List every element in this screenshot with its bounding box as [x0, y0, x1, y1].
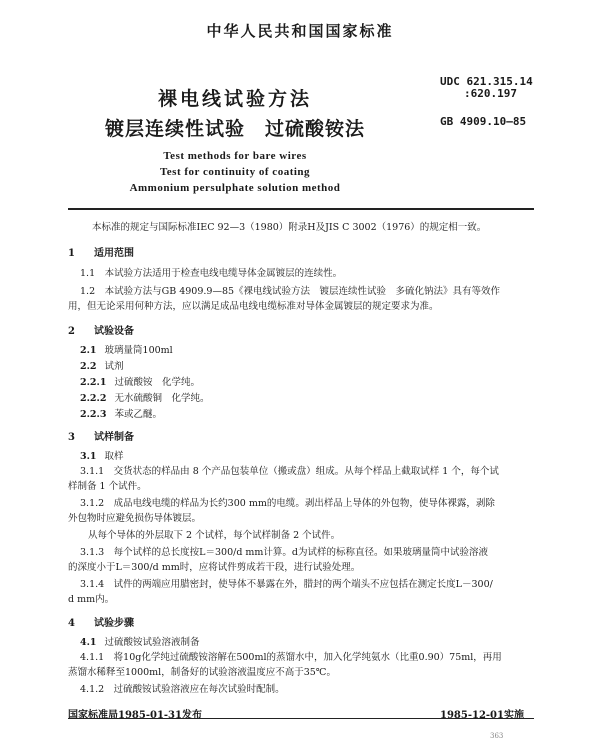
clause-3-1-2-line-2: 外包物时应避免损伤导体镀层。	[68, 513, 202, 524]
clause-number: 3.1	[80, 451, 97, 462]
section-4-heading	[68, 614, 134, 629]
section-number: 3	[68, 432, 75, 443]
issuing-authority: 中华人民共和国国家标准	[206, 22, 394, 40]
clause-3-1-4-line-1: 3.1.4 试件的两端应用腊密封，使导体不暴露在外，腊封的两个端头不应包括在测定长度L－300/	[80, 579, 493, 590]
clause-2-2-2	[80, 390, 209, 404]
section-title: 试验设备	[94, 326, 134, 337]
clause-3-1	[80, 448, 124, 462]
section-title: 试样制备	[94, 432, 134, 443]
intro-paragraph: 本标准的规定与国际标准IEC 92—3（1980）附录H及JIS C 3002（1976）的规定相一致。	[92, 222, 487, 233]
page-number: 363	[490, 732, 504, 740]
section-3-heading	[68, 428, 134, 443]
clause-text: 过硫酸铵 化学纯。	[114, 377, 200, 388]
header-rule	[68, 208, 534, 210]
section-number: 4	[68, 618, 75, 629]
clause-number: 2.2.3	[80, 409, 107, 420]
section-number: 1	[68, 248, 75, 259]
clause-number: 2.1	[80, 345, 97, 356]
section-1-heading	[68, 244, 134, 259]
clause-3-1-2-line-1: 3.1.2 成品电线电缆的样品为长约300 mm的电缆。剥出样品上导体的外包物，使导体裸露，剥除	[80, 498, 495, 509]
clause-2-1	[80, 342, 173, 356]
clause-2-2-3	[80, 406, 162, 420]
clause-text: 玻璃量筒100ml	[104, 345, 173, 356]
clause-4-1-2: 4.1.2 过硫酸铵试验溶液应在每次试验时配制。	[80, 684, 285, 695]
clause-4-1-1-line-1: 4.1.1 将10g化学纯过硫酸铵溶解在500ml的蒸馏水中，加入化学纯氨水（比重0.90）75ml，再用	[80, 652, 502, 663]
clause-number: 2.2.1	[80, 377, 107, 388]
clause-2-2-1	[80, 374, 200, 388]
gb-standard-code: GB 4909.10—85	[440, 115, 527, 128]
section-number: 2	[68, 326, 75, 337]
clause-text: 试剂	[104, 361, 124, 372]
english-title-line-1: Test methods for bare wires	[163, 150, 307, 162]
footer-rule	[68, 718, 534, 719]
english-title-line-2: Test for continuity of coating	[159, 166, 311, 178]
document-title-sub: 镀层连续性试验 过硫酸铵法	[104, 118, 365, 140]
clause-1-1: 1.1 本试验方法适用于检查电线电缆导体金属镀层的连续性。	[80, 268, 343, 279]
clause-1-2-line-1: 1.2 本试验方法与GB 4909.9—85《裸电线试验方法 镀层连续性试验 多硫化钠法》具有等效作	[80, 286, 501, 297]
document-title-main: 裸电线试验方法	[157, 88, 312, 110]
clause-text: 过硫酸铵试验溶液制备	[104, 637, 200, 648]
clause-text: 取样	[104, 451, 124, 462]
udc-code	[440, 76, 533, 100]
clause-3-1-3-line-2: 的深度小于L＝300/d mm时，应将试件剪成若干段，进行试验处理。	[68, 562, 361, 573]
clause-4-1-1-line-2: 蒸馏水稀释至1000ml，制备好的试验溶液温度应不高于35℃。	[68, 667, 336, 678]
clause-4-1	[80, 634, 200, 648]
clause-1-2-line-2: 用，但无论采用何种方法，应以满足成品电线电缆标准对导体金属镀层的规定要求为准。	[68, 301, 439, 312]
clause-3-1-2-line-3: 从每个导体的外层取下 2 个试样，每个试样制备 2 个试件。	[88, 530, 341, 541]
clause-3-1-1-line-1: 3.1.1 交货状态的样品由 8 个产品包装单位（搬或盘）组成。从每个样品上截取试样 1 个，每个试	[80, 466, 499, 477]
clause-text: 无水硫酸铜 化学纯。	[114, 393, 210, 404]
clause-number: 2.2	[80, 361, 97, 372]
clause-3-1-1-line-2: 样制备 1 个试件。	[68, 481, 147, 492]
clause-2-2	[80, 358, 124, 372]
clause-number: 2.2.2	[80, 393, 107, 404]
effective-date: 1985-12-01实施	[440, 710, 524, 721]
publication-date: 国家标准局1985-01-31发布	[68, 710, 202, 721]
clause-3-1-4-line-2: d mm内。	[68, 594, 115, 605]
section-title: 适用范围	[94, 248, 134, 259]
english-title-line-3: Ammonium persulphate solution method	[129, 182, 341, 194]
udc-line-2: :620.197	[464, 87, 517, 100]
section-title: 试验步骤	[94, 618, 134, 629]
clause-text: 苯或乙醚。	[114, 409, 162, 420]
clause-number: 4.1	[80, 637, 97, 648]
clause-3-1-3-line-1: 3.1.3 每个试样的总长度按L＝300/d mm计算。d为试样的标称直径。如果玻璃量筒中试验溶液	[80, 547, 489, 558]
udc-line-1: UDC 621.315.14	[440, 75, 533, 88]
section-2-heading	[68, 322, 134, 337]
